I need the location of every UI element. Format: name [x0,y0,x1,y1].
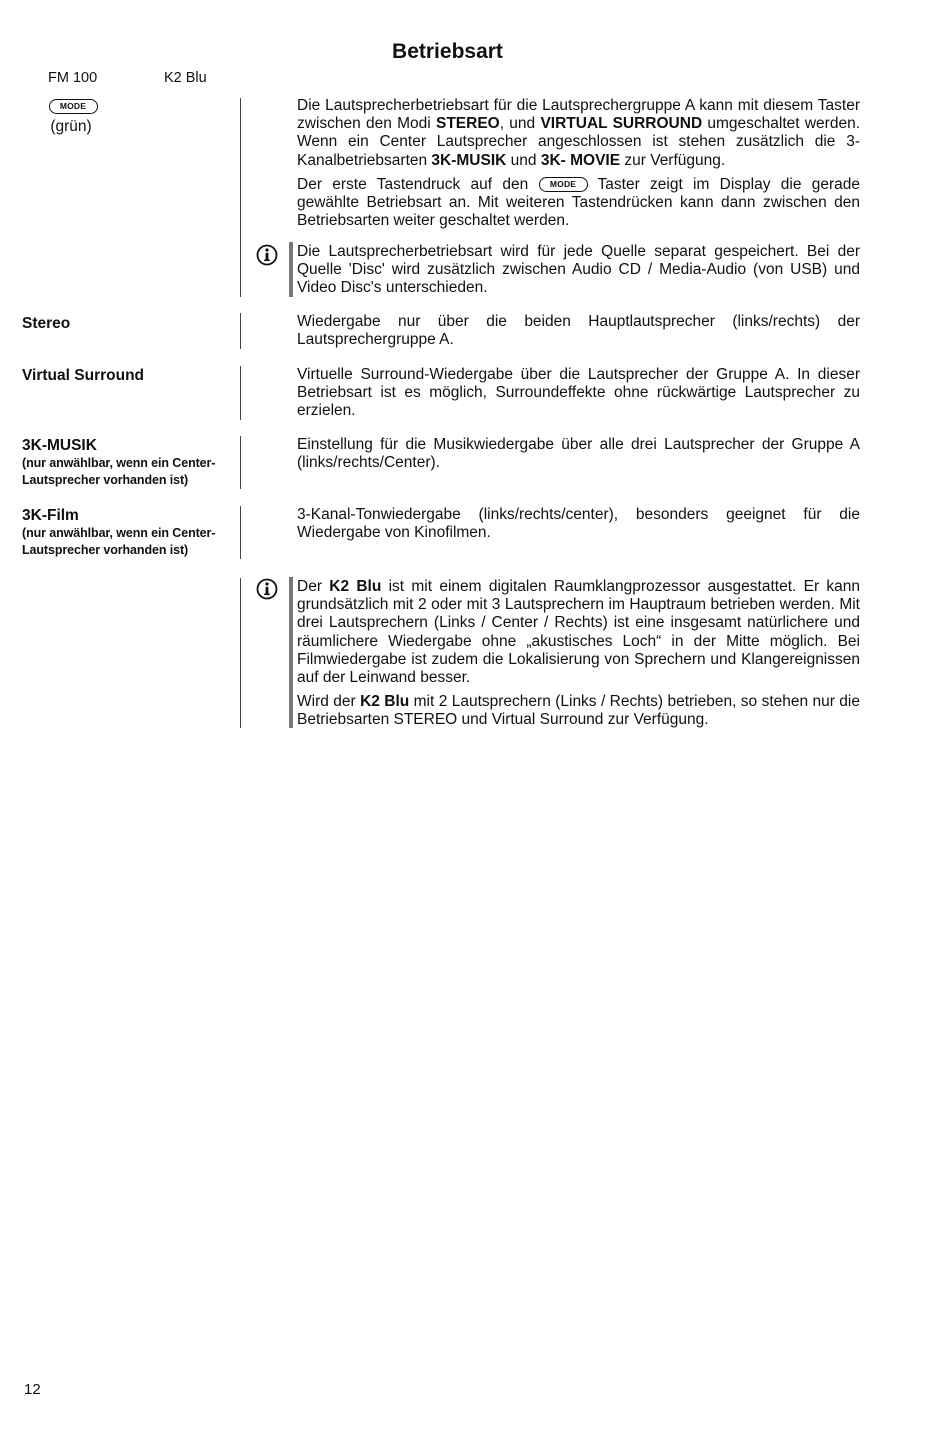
mode-desc-stereo: Wiedergabe nur über die beiden Hauptlautsprecher (links/rechts) der Lautsprechergruppe A. [297,313,860,349]
divider-line [240,313,241,349]
info-icon [256,244,278,266]
note-paragraph-2: Wird der K2 Blu mit 2 Lautsprechern (Links / Rechts) betrieben, so stehen nur die Betriebsarten STEREO und Virtual Surround zur Verfügung. [297,693,860,729]
intro-paragraph-1: Die Lautsprecherbetriebsart für die Lautsprechergruppe A kann mit diesem Taster zwischen den Modi STEREO, und VIRTUAL SURROUND umgeschaltet werden. Wenn ein Center Lautsprecher angeschlossen ist stehen zusätzlich die 3-Kanalbetriebsarten 3K-MUSIK und 3K- MOVIE zur Verfügung. [297,97,861,169]
divider-line [240,436,241,489]
column-header-fm100: FM 100 [48,70,98,86]
mode-label-virtual-surround: Virtual Surround [22,367,145,384]
mode-key-block [47,98,99,136]
mode-button-icon: MODE [49,99,98,114]
mode-desc-virtual-surround: Virtuelle Surround-Wiedergabe über die Lautsprecher der Gruppe A. In dieser Betriebsart ist es möglich, Surroundeffekte ohne rückwärtige Lautsprecher zu erzielen. [297,366,860,420]
mode-desc-3k-musik: Einstellung für die Musikwiedergabe über alle drei Lautsprecher der Gruppe A (links/rechts/Center). [297,436,860,472]
note-k2blu-processor [297,578,860,736]
mode-label-3k-film: 3K-Film (nur anwählbar, wenn ein Center-Lautsprecher vorhanden ist) [22,506,237,559]
mode-label-3k-musik: 3K-MUSIK (nur anwählbar, wenn ein Center-Lautsprecher vorhanden ist) [22,436,237,489]
column-header-k2blu: K2 Blu [164,70,207,86]
note-source-storage: Die Lautsprecherbetriebsart wird für jede Quelle separat gespeichert. Bei der Quelle 'Disc' wird zusätzlich zwischen Audio CD / Media-Audio (von USB) und Video Disc's unterschieden. [297,243,860,297]
note-bar [289,577,293,728]
divider-line [240,366,241,420]
intro-text [297,97,860,236]
page-number: 12 [24,1381,41,1398]
divider-line [240,578,241,728]
mode-label-stereo: Stereo [22,315,71,332]
note-paragraph-1: Der K2 Blu ist mit einem digitalen Raumklangprozessor ausgestattet. Er kann grundsätzlich mit 2 oder mit 3 Lautsprechern im Hauptraum betrieben werden. Mit drei Lautsprechern (Links / Center / Rechts) ist eine insgesamt natürlichere und räumlichere Wiedergabe ohne „akustisches Loch“ in der Mitte möglich. Bei Filmwiedergabe ist zudem die Lokalisierung von Sprechern und Klangereignissen auf der Leinwand besser. [297,578,860,687]
mode-note-3k-musik: (nur anwählbar, wenn ein Center-Lautsprecher vorhanden ist) [22,456,216,487]
divider-line [240,506,241,559]
mode-note-3k-film: (nur anwählbar, wenn ein Center-Lautsprecher vorhanden ist) [22,526,216,557]
mode-color-note: (grün) [50,118,92,135]
info-icon [256,578,278,600]
mode-desc-3k-film: 3-Kanal-Tonwiedergabe (links/rechts/center), besonders geeignet für die Wiedergabe von Kinofilmen. [297,506,860,542]
note-bar [289,242,293,297]
divider-line [240,98,241,297]
intro-paragraph-2: Der erste Tastendruck auf den MODE Taster zeigt im Display die gerade gewählte Betriebsart an. Mit weiteren Tastendrücken kann dann zwischen den Betriebsarten weiter geschaltet werden. [297,175,860,230]
page-title: Betriebsart [392,40,503,63]
mode-button-inline-icon: MODE [539,177,588,192]
